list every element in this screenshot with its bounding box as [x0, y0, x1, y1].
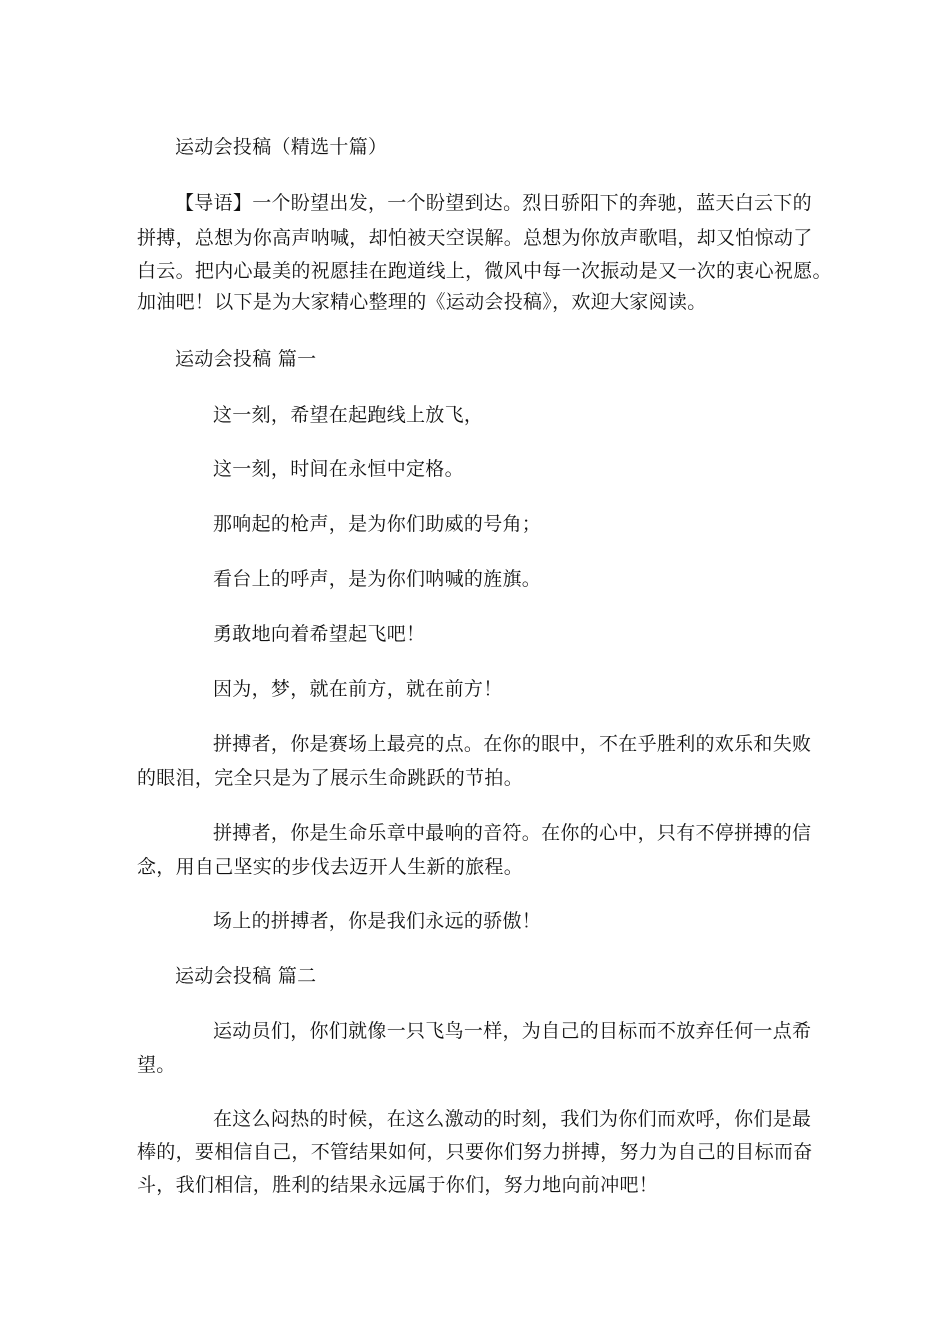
- section1-para1-line-1: 拼搏者，你是赛场上最亮的点。在你的眼中，不在乎胜利的欢乐和失败: [213, 733, 812, 755]
- document-title: 运动会投稿（精选十篇）: [175, 136, 388, 158]
- section1-closing: 场上的拼搏者，你是我们永远的骄傲！: [213, 910, 542, 932]
- section1-para2-line-2: 念，用自己坚实的步伐去迈开人生新的旅程。: [137, 856, 524, 878]
- section2-para2-line-2: 棒的，要相信自己，不管结果如何，只要你们努力拼搏，努力为自己的目标而奋: [137, 1141, 813, 1163]
- section2-para2-line-3: 斗，我们相信，胜利的结果永远属于你们，努力地向前冲吧！: [137, 1174, 659, 1196]
- intro-line-4: 加油吧！以下是为大家精心整理的《运动会投稿》，欢迎大家阅读。: [137, 291, 707, 313]
- intro-line-2: 拼搏，总想为你高声呐喊，却怕被天空误解。总想为你放声歌唱，却又怕惊动了: [137, 227, 813, 249]
- section1-line-3: 那响起的枪声，是为你们助威的号角；: [213, 513, 542, 535]
- section1-line-5: 勇敢地向着希望起飞吧！: [213, 623, 426, 645]
- section1-heading: 运动会投稿 篇一: [175, 348, 317, 370]
- section2-para1-line-1: 运动员们，你们就像一只飞鸟一样，为自己的目标而不放弃任何一点希: [213, 1020, 812, 1042]
- section2-para1-line-2: 望。: [137, 1054, 176, 1076]
- section1-line-4: 看台上的呼声，是为你们呐喊的旌旗。: [213, 568, 542, 590]
- section1-line-2: 这一刻，时间在永恒中定格。: [213, 458, 464, 480]
- section2-heading: 运动会投稿 篇二: [175, 965, 317, 987]
- intro-line-1: 【导语】一个盼望出发，一个盼望到达。烈日骄阳下的奔驰，蓝天白云下的: [175, 192, 812, 214]
- section1-para1-line-2: 的眼泪，完全只是为了展示生命跳跃的节拍。: [137, 767, 524, 789]
- section1-line-1: 这一刻，希望在起跑线上放飞，: [213, 404, 484, 426]
- intro-line-3: 白云。把内心最美的祝愿挂在跑道线上，微风中每一次振动是又一次的衷心祝愿。: [137, 260, 832, 282]
- section2-para2-line-1: 在这么闷热的时候，在这么激动的时刻，我们为你们而欢呼，你们是最: [213, 1108, 812, 1130]
- section1-line-6: 因为，梦，就在前方，就在前方！: [213, 678, 503, 700]
- section1-para2-line-1: 拼搏者，你是生命乐章中最响的音符。在你的心中，只有不停拼搏的信: [213, 822, 812, 844]
